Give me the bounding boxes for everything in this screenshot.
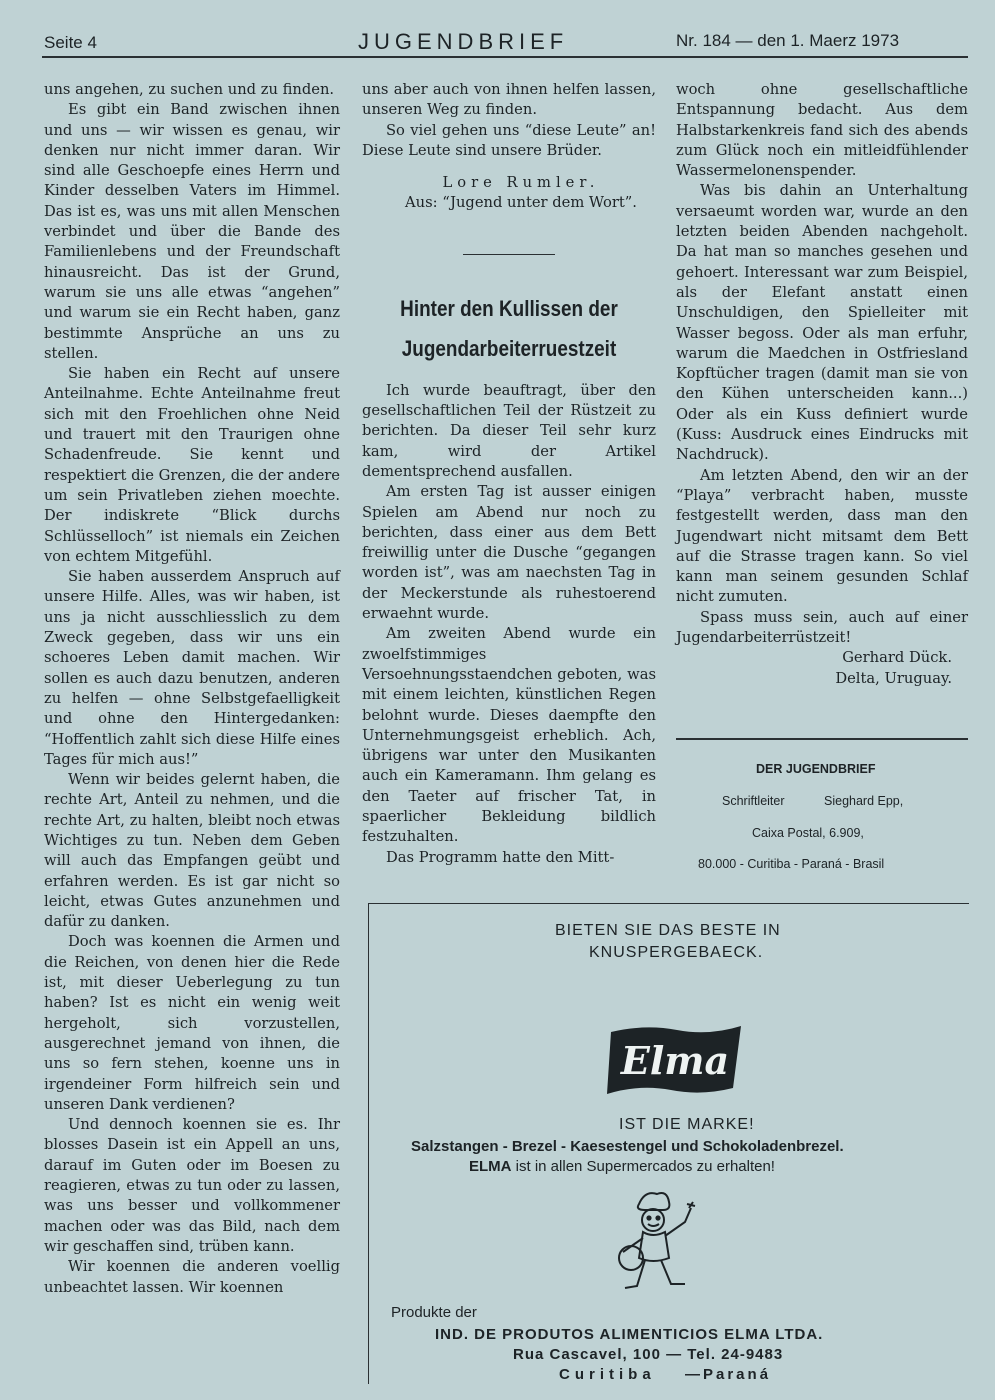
elma-advertisement: [368, 903, 969, 1384]
paragraph: Sie haben ein Recht auf unsere Anteilnahme. Echte Anteilnahme freut sich mit den Froehlichen ohne Neid und trauert mit den Traurigen ohne Schadenfreude. Sie kennt und respektiert die Grenzen, die der andere um sein Privatleben ziehen moechte. Der indiskrete “Blick durchs Schlüsselloch” ist niemals ein Zeichen von echtem Mitgefühl.: [44, 365, 340, 565]
page-header: [0, 0, 995, 60]
paragraph: Was bis dahin an Unterhaltung versaeumt worden war, wurde an den letzten beiden Abenden nachgeholt. Da hat man so manches gesehen und gehoert. Interessant war zum Beispiel, als der Elefant anstatt einen Unschuldigen, den Spielleiter mit Wasser begoss. Oder als man erfuhr, warum die Maedchen in Ostfriesland Kopftücher tragen (damit man sie von den Kühen unterscheiden kann...) Oder als ein Kuss definiert wurde (Kuss: Ausdruck eines Eindrucks mit Nachdruck).: [676, 182, 968, 464]
paragraph: Am ersten Tag ist ausser einigen Spielen am Abend nur noch zu berichten, dass einer aus dem Bett freiwillig unter die Dusche “gegangen worden ist”, was am naechsten Tag in der Meckerstunde als ruhestoerend erwaehnt wurde.: [362, 483, 656, 623]
paragraph: Ich wurde beauftragt, über den gesellschaftlichen Teil der Rüstzeit zu berichten. Da dieser Teil sehr kurz kam, wird der Artikel dementsprechend ausfallen.: [362, 381, 656, 480]
ad-address: Rua Cascavel, 100 — Tel. 24-9483: [513, 1346, 784, 1363]
ad-headline-1: BIETEN SIE DAS BESTE IN: [555, 922, 781, 939]
elma-logo: [605, 1022, 747, 1098]
author-signature: [362, 173, 656, 193]
mascot-illustration: [601, 1186, 711, 1296]
ad-slogan: IST DIE MARKE!: [619, 1116, 755, 1133]
newspaper-title: JUGENDBRIEF: [358, 29, 569, 54]
paragraph: Doch was koennen die Armen und die Reichen, von denen hier die Rede ist, mit dieser Ueberlegung zu tun haben? Ist es nicht ein wenig weit hergeholt, sich vorzustellen, ausgerechnet jemand von ihnen, die uns so fern stehen, koenne uns in irgendeiner Form hilfreich sein und unseren Dank verdienen?: [44, 933, 340, 1113]
postbox: Caixa Postal, 6.909,: [752, 826, 864, 840]
author-name: Lore Rumler.: [442, 174, 600, 192]
column-3: [676, 80, 968, 689]
section-divider: [463, 254, 555, 255]
paragraph: uns aber auch von ihnen helfen lassen, unseren Weg zu finden.: [362, 81, 656, 119]
ad-state: —Paraná: [685, 1366, 772, 1383]
editor-label: Schriftleiter: [722, 794, 785, 808]
ad-brand: ELMA: [469, 1158, 512, 1175]
column-2: [362, 80, 656, 868]
paragraph: Am letzten Abend, den wir an der “Playa” verbracht haben, musste festgestellt werden, dass man den Jugendwart nicht mitsamt dem Bett auf die Strasse tragen kann. So viel kann man seinem gesunden Schlaf nicht zumuten.: [676, 466, 968, 606]
ad-company: IND. DE PRODUTOS ALIMENTICIOS ELMA LTDA.: [435, 1326, 824, 1343]
paragraph: Spass muss sein, auch auf einer Jugendarbeiterrüstzeit!: [676, 608, 968, 647]
ad-produced-by: Produkte der: [391, 1304, 477, 1321]
impressum-city: 80.000 - Curitiba - Paraná - Brasil: [698, 857, 885, 871]
signature-name: Gerhard Dück.: [842, 649, 952, 667]
paragraph: Wenn wir beides gelernt haben, die rechte Art, Anteil zu nehmen, und die rechte Art, zu halten, bleibt noch etwas Wichtiges zu tun. Neben dem Geben will auch das Empfangen geübt und erfahren werden. Es ist gar nicht so leicht, etwas Gutes anzunehmen und dafür zu danken.: [44, 771, 340, 931]
paragraph: Das Programm hatte den Mitt-: [386, 848, 615, 866]
page-number: Seite 4: [44, 33, 97, 52]
paragraph: So viel gehen uns “diese Leute” an! Diese Leute sind unsere Brüder.: [362, 121, 656, 159]
signature-place: Delta, Uruguay.: [835, 669, 952, 687]
article-title: [383, 289, 636, 369]
header-rule: [42, 56, 968, 58]
ad-city: Curitiba: [559, 1366, 656, 1383]
column-1: [44, 80, 340, 1298]
paragraph: uns angehen, zu suchen und zu finden.: [44, 81, 335, 98]
ad-products: Salzstangen - Brezel - Kaesestengel und Schokoladenbrezel.: [411, 1138, 844, 1155]
paragraph: Und dennoch koennen sie es. Ihr blosses Dasein ist ein Appell an uns, darauf im Guten oder im Boesen zu reagieren, etwas zu tun oder zu lassen, was uns besser und vollkommener machen oder was das Bild, nach dem wir geschaffen sind, trüben kann.: [44, 1116, 340, 1255]
paragraph: Am zweiten Abend wurde ein zwoelfstimmiges Versoehnungsstaendchen geboten, was mit einem leichten, künstlichen Regen belohnt wurde. Dieses daempfte den Unternehmungsgeist erheblich. Ach, übrigens war unter den Musikanten auch ein Kameramann. Ihm gelang es den Taeter auf frischer Tat, in spaerlicher Bekleidung bildlich festzuhalten.: [362, 625, 656, 846]
ad-headline-2: KNUSPERGEBAECK.: [589, 944, 764, 961]
impressum-box: [676, 738, 968, 871]
elma-logo-text: Elma: [620, 1038, 730, 1083]
article-title-line-1: Hinter den Kullissen der: [400, 295, 618, 321]
ad-availability-text: ist in allen Supermercados zu erhalten!: [515, 1158, 775, 1175]
paragraph: Sie haben ausserdem Anspruch auf unsere Hilfe. Alles, was wir haben, ist uns ja nicht ausschliesslich zu dem Zweck gegeben, dass wir uns ein schoeres Leben damit machen. Wir sollen es auch dazu benutzen, anderen zu helfen — ohne Selbstgefaelligkeit und ohne den Hintergedanken: “Hoffentlich zahlt sich diese Hilfe eines Tages für mich aus!”: [44, 568, 340, 768]
paragraph: Wir koennen die anderen voellig unbeachtet lassen. Wir koennen: [44, 1258, 340, 1296]
issue-date: Nr. 184 — den 1. Maerz 1973: [676, 31, 900, 50]
editor-name: Sieghard Epp,: [824, 794, 904, 808]
paragraph: Es gibt ein Band zwischen ihnen und uns — wir wissen es genau, wir denken nur nicht immer daran. Wir sind alle Geschoepfe eines Herrn und Kinder desselben Vaters im Himmel. Das ist es, was uns mit allen Menschen verbindet und über die Bande des Familienlebens und der Freundschaft hinausreicht. Das ist der Grund, warum sie uns alle etwas “angehen” und warum sie ein Recht haben, ganz bestimmte Ansprüche an uns zu stellen.: [44, 101, 340, 362]
article-title-line-2: Jugendarbeiterruestzeit: [401, 335, 617, 361]
paragraph: woch ohne gesellschaftliche Entspannung bedacht. Aus dem Halbstarkenkreis fand sich des abends zum Glück noch ein mitleidfühlender Wassermelonenspender.: [676, 81, 968, 180]
source-line: Aus: “Jugend unter dem Wort”.: [405, 194, 637, 212]
impressum-title: DER JUGENDBRIEF: [756, 762, 876, 776]
ad-availability: [469, 1158, 775, 1175]
